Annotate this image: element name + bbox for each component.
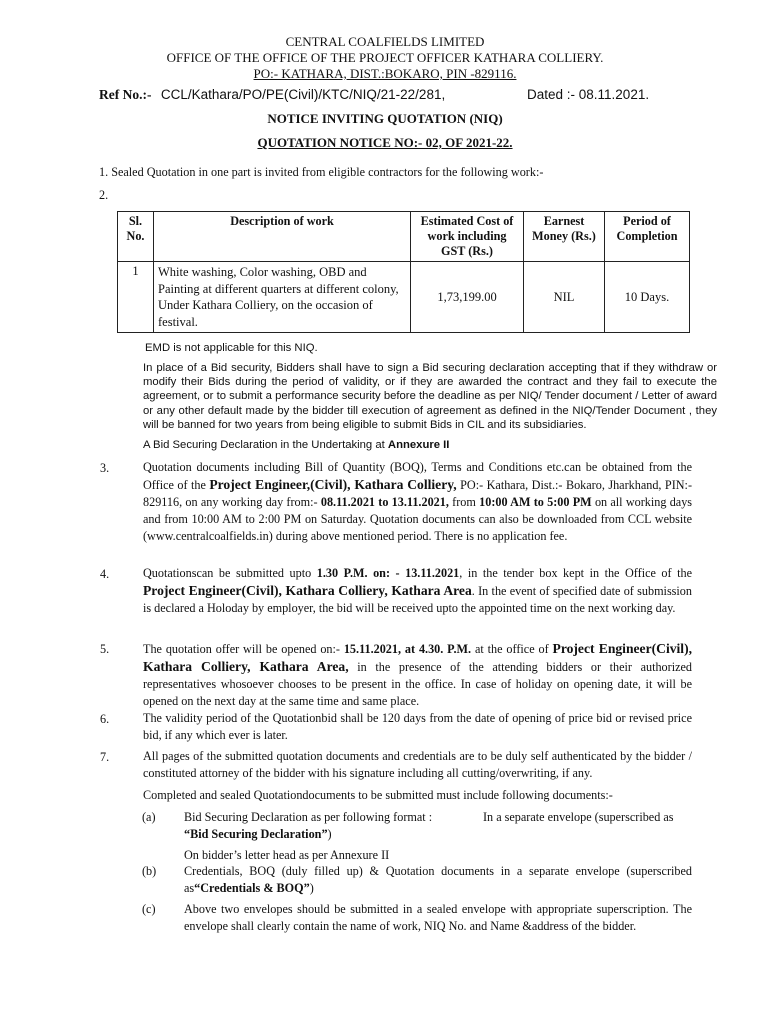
item-5-number: 5. [100,642,110,656]
item-3-text-3: from [452,495,476,509]
sub-b-line2: Credentials, BOQ (duly filled up) & Quotation documents in a separate envelope (superscribed as [184,864,692,895]
sub-a-line2 [184,826,332,843]
item-3-number: 3. [100,461,110,475]
item-6-number: 6. [100,712,110,726]
quotation-notice-title: QUOTATION NOTICE NO:- 02, OF 2021-22. [257,135,513,150]
cell-period: 10 Days. [605,262,690,333]
completed-line: Completed and sealed Quotationdocuments to be submitted must include following documents:- [143,788,613,802]
sub-a-superscription: “Bid Securing Declaration” [184,827,328,841]
ref-line [99,87,445,103]
item-5-office: Project Engineer(Civil), Kathara Colliery, Kathara Area, [143,641,693,674]
bid-security-paragraph: In place of a Bid security, Bidders shall have to sign a Bid securing declaration accepting that if they withdraw or modify their Bids during the period of validity, or if they are awarded the contract and they fail to execute the agreement, or to submit a performance security before the deadline as per NIQ/ Tender document / Letter of award or any other default made by the bidder till execution of agreement as defined in the NIQ/Tender Document , they will be banned for two years from being eligible to submit Bids in CIL and its subsidiaries. [143,362,717,431]
header-description: Description of work [154,212,411,262]
item-7-number: 7. [100,750,110,764]
table-row [118,262,690,333]
header-sl: Sl. No. [118,212,154,262]
niq-title: NOTICE INVITING QUOTATION (NIQ) [267,111,503,126]
item-2-number: 2. [99,188,109,202]
header-earnest-money: Earnest Money (Rs.) [524,212,605,262]
work-table [117,211,690,333]
cell-earnest-money: NIL [524,262,605,333]
office-name: OFFICE OF THE OFFICE OF THE PROJECT OFFICER KATHARA COLLIERY. [166,50,604,65]
address-line [0,65,770,82]
item-4-number: 4. [100,567,110,581]
ref-date: Dated :- 08.11.2021. [527,87,650,102]
sub-b-text [184,863,692,897]
quotation-notice-wrap [0,135,770,151]
sub-c-label: (c) [142,902,156,916]
item-4 [143,565,692,617]
emd-note: EMD is not applicable for this NIQ. [145,342,318,354]
sub-a-label: (a) [142,810,156,824]
item-5-text-3: in the presence of the attending bidders or their authorized representatives whosoever chooses to be present in the office. In case of holiday on opening date, it will be opened on the next day at the same time and same place. [143,660,693,708]
item-4-office: Project Engineer(Civil), Kathara Colliery, Kathara Area [143,583,472,598]
item-4-text-3: . In the event of specified date of submission is declared a Holoday by employer, the bid will be received upto the appointed time on the next working day. [143,584,692,615]
sub-b-superscription: “Credentials & BOQ” [194,881,310,895]
ref-label: Ref No.:- [99,87,152,102]
cell-sl: 1 [118,262,154,333]
sub-a-end: ) [327,827,332,841]
sub-a-text: Bid Securing Declaration as per following format : [184,810,433,824]
header-estimated-cost: Estimated Cost of work including GST (Rs.) [411,212,524,262]
item-5-text-1: The quotation offer will be opened on:- [143,642,340,656]
annexure-text: A Bid Securing Declaration in the Undertaking at [143,439,385,451]
annexure-line [143,438,449,452]
item-3-text-1: Quotation documents including Bill of Quantity (BOQ), Terms and Conditions etc.can be obtained from the Office of the [143,460,692,492]
cell-estimated-cost: 1,73,199.00 [411,262,524,333]
item-3-text-4: on all working days and from 10:00 AM to 2:00 PM on Saturday. Quotation documents can also be downloaded from CCL website (www.centralcoalfields.in) during above mentioned period. There is no application fee. [143,495,693,543]
sub-b-end: ) [309,881,314,895]
office-address: PO:- KATHARA, DIST.:BOKARO, PIN -829116. [253,66,517,81]
item-5-opening-date: 15.11.2021, at 4.30. P.M. [343,642,472,656]
item-3 [143,459,692,545]
item-5-text-2: at the office of [474,642,549,656]
item-3-times: 10:00 AM to 5:00 PM [479,495,592,509]
item-4-text-1: Quotationscan be submitted upto [143,566,312,580]
item-4-deadline: 1.30 P.M. on: - 13.11.2021 [316,566,460,580]
cell-description: White washing, Color washing, OBD and Painting at different quarters at different colony, Under Kathara Colliery, on the occasion of festival. [154,262,411,333]
item-4-text-2: , in the tender box kept in the Office of the [459,566,692,580]
item-3-dates: 08.11.2021 to 13.11.2021, [320,495,449,509]
sub-a-right: In a separate envelope (superscribed as [483,810,674,824]
item-6: The validity period of the Quotationbid shall be 120 days from the date of opening of price bid or revised price bid, if any which ever is later. [143,711,692,742]
sub-b-line1: On bidder’s letter head as per Annexure II [184,848,390,862]
item-7: All pages of the submitted quotation documents and credentials are to be duly self authenticated by the bidder / constituted attorney of the bidder with his signature including all cutting/overwriting, if any. [143,749,692,780]
annexure-ref: Annexure II [387,439,450,451]
org-name: CENTRAL COALFIELDS LIMITED [285,34,485,49]
item-5 [143,640,692,710]
item-1: 1. Sealed Quotation in one part is invited from eligible contractors for the following work:- [99,165,544,179]
table-header-row [118,212,690,262]
sub-b-label: (b) [142,864,157,878]
item-3-text-2: PO:- Kathara, Dist.:- Bokaro, Jharkhand, PIN:- 829116, on any working day from:- [143,478,692,509]
header-period: Period of Completion [605,212,690,262]
sub-c-text: Above two envelopes should be submitted in a sealed envelope with appropriate superscription. The envelope shall clearly contain the name of work, NIQ No. and Name &address of the bidder. [184,902,692,933]
ref-number: CCL/Kathara/PO/PE(Civil)/KTC/NIQ/21-22/281, [160,87,446,102]
item-3-office: Project Engineer,(Civil), Kathara Colliery, [209,477,457,492]
